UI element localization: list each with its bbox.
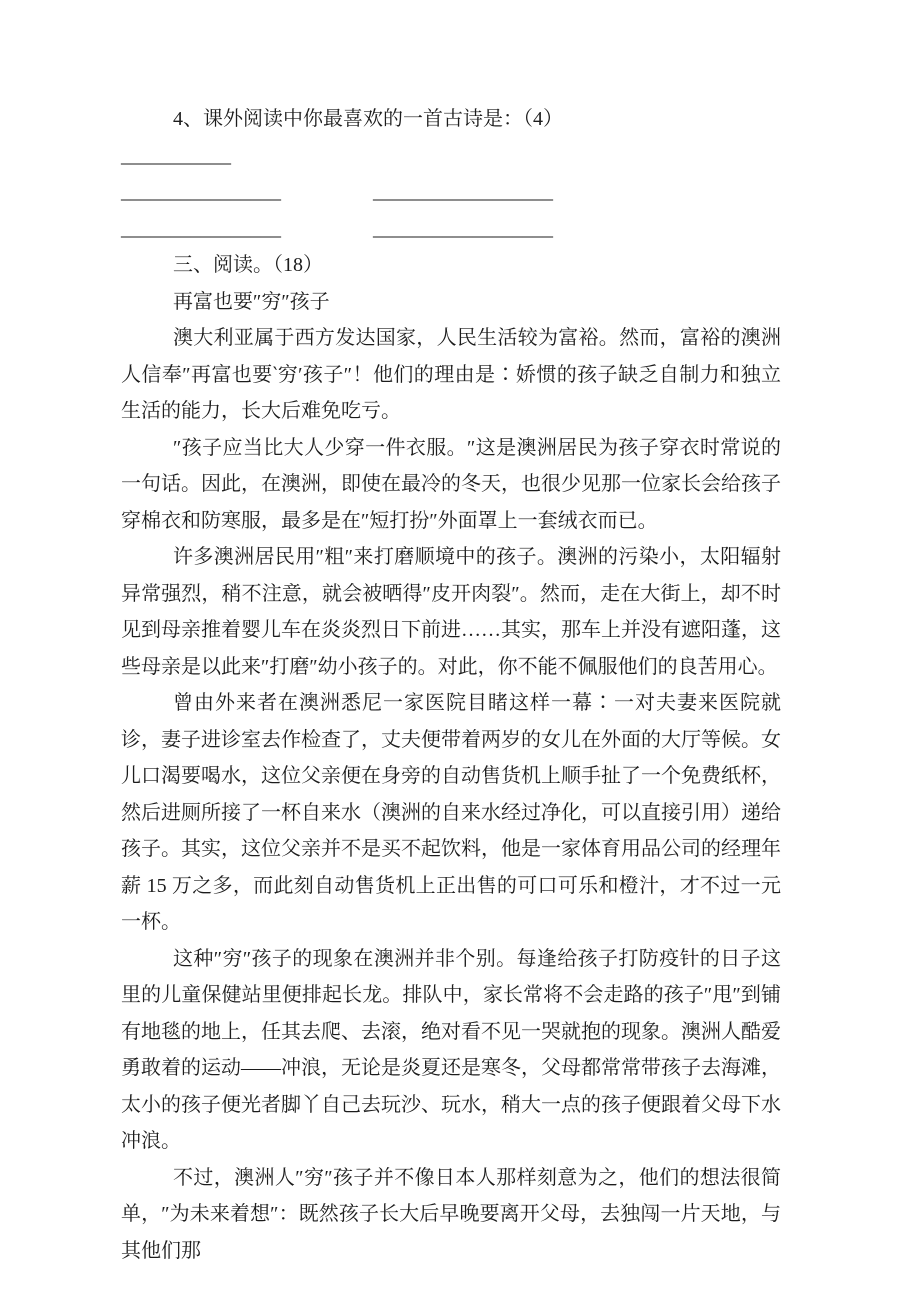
article-paragraph-3: 许多澳洲居民用″粗″来打磨顺境中的孩子。澳洲的污染小，太阳辐射异常强烈，稍不注意，就会被晒得″皮开肉裂″。然而，走在大街上，却不时见到母亲推着婴儿车在炎炎烈日下前进……其实，那车上并没有遮阳蓬，这些母亲是以此来″打磨″幼小孩子的。对此，你不能不佩服他们的良苦用心。	[121, 546, 781, 678]
section-heading: 三、阅读。（18）	[173, 254, 323, 276]
article-title: 再富也要″穷″孩子	[173, 290, 330, 313]
answer-blank-row-1	[121, 138, 781, 175]
answer-blank: ___________	[121, 144, 231, 167]
article-paragraph-5: 这种″穷″孩子的现象在澳洲并非个别。每逢给孩子打防疫针的日子这里的儿童保健站里便排起长龙。排队中，家长常将不会走路的孩子″甩″到铺有地毯的地上，任其去爬、去滚，绝对看不见一哭就抱的现象。澳洲人酷爱勇敢着的运动——冲浪，无论是炎夏还是寒冬，父母都常常带孩子去海滩，太小的孩子便光者脚丫自己去玩沙、玩水，稍大一点的孩子便跟着父母下水冲浪。	[121, 947, 781, 1152]
article-paragraph-4: 曾由外来者在澳洲悉尼一家医院目睹这样一幕∶一对夫妻来医院就诊，妻子进诊室去作检查了，丈夫便带着两岁的女儿在外面的大厅等候。女儿口渴要喝水，这位父亲便在身旁的自动售货机上顺手扯了一个免费纸杯，然后进厕所接了一杯自来水（澳洲的自来水经过净化，可以直接引用）递给孩子。其实，这位父亲并不是买不起饮料，他是一家体育用品公司的经理年薪 15 万之多，而此刻自动售货机上正出售的可口可乐和橙汁，才不过一元一杯。	[121, 692, 781, 933]
answer-blank: __________________	[373, 217, 553, 240]
answer-blank: ________________	[121, 217, 281, 240]
answer-blank-row-2	[121, 174, 781, 211]
answer-blank: __________________	[373, 181, 553, 203]
answer-blank: ________________	[121, 181, 281, 203]
article-paragraph-1: 澳大利亚属于西方发达国家，人民生活较为富裕。然而，富裕的澳洲人信奉″再富也要‵穷′孩子″！他们的理由是∶娇惯的孩子缺乏自制力和独立生活的能力，长大后难免吃亏。	[121, 327, 781, 422]
question-4-text: 4、课外阅读中你最喜欢的一首古诗是：（4）	[173, 108, 563, 130]
article-paragraph-6: 不过，澳洲人″穷″孩子并不像日本人那样刻意为之，他们的想法很简单，″为未来着想″：既然孩子长大后早晚要离开父母，去独闯一片天地，与其他们那	[121, 1166, 781, 1262]
article-paragraph-2: ″孩子应当比大人少穿一件衣服。″这是澳洲居民为孩子穿衣时常说的一句话。因此，在澳洲，即使在最冷的冬天，也很少见那一位家长会给孩子穿棉衣和防寒服，最多是在″短打扮″外面罩上一套绒衣而已。	[121, 436, 781, 532]
answer-blank-row-3	[121, 211, 781, 248]
